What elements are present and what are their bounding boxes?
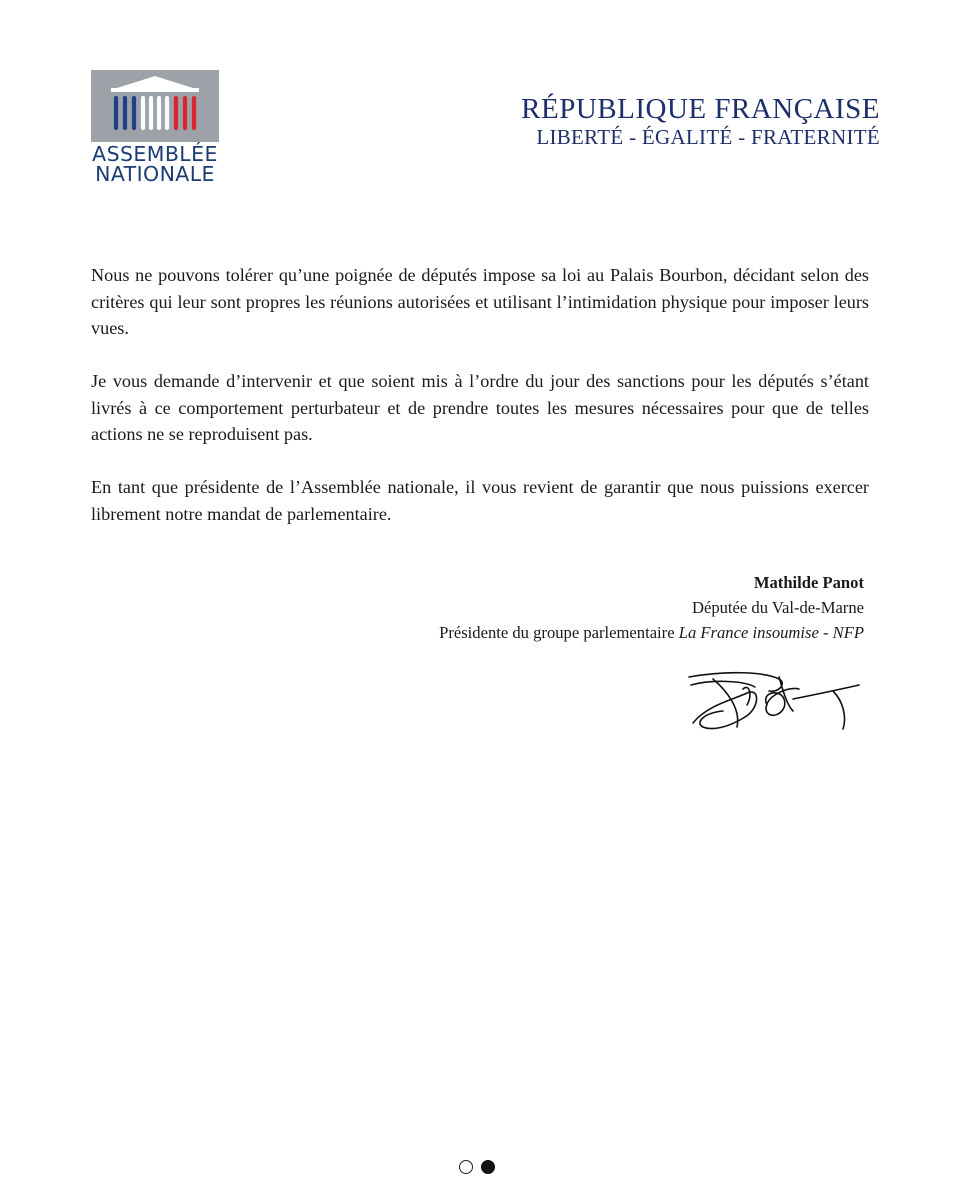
group-name: La France insoumise - NFP xyxy=(678,623,864,642)
group-prefix: Présidente du groupe parlementaire xyxy=(439,623,679,642)
handwritten-signature xyxy=(683,665,863,740)
signature-block xyxy=(439,570,864,645)
assemblee-nationale-logo xyxy=(91,70,219,184)
logo-line-nationale: NATIONALE xyxy=(95,162,215,186)
republic-motto: LIBERTÉ - ÉGALITÉ - FRATERNITÉ xyxy=(536,125,880,149)
page-indicator xyxy=(459,1160,495,1174)
letter-body xyxy=(91,262,869,554)
republic-title: RÉPUBLIQUE FRANÇAISE xyxy=(521,93,880,125)
signatory-role: Députée du Val-de-Marne xyxy=(691,598,864,617)
signatory-name: Mathilde Panot xyxy=(753,573,864,592)
paragraph-3: En tant que présidente de l’Assemblée nationale, il vous revient de garantir que nous puissions exercer librement notre mandat de parlementaire. xyxy=(91,477,869,524)
logo-wordmark xyxy=(91,144,219,184)
page-dot-2-active[interactable] xyxy=(481,1160,495,1174)
signatory-group xyxy=(439,620,864,645)
hemicycle-emblem-icon xyxy=(91,70,219,142)
paragraph-2: Je vous demande d’intervenir et que soient mis à l’ordre du jour des sanctions pour les députés s’étant livrés à ce comportement perturbateur et de prendre toutes les mesures nécessaires pour que de telles actions ne se reproduisent pas. xyxy=(91,371,869,444)
paragraph-1: Nous ne pouvons tolérer qu’une poignée de députés impose sa loi au Palais Bourbon, décidant selon des critères qui leur sont propres les réunions autorisées et utilisant l’intimidation physique pour imposer leurs vues. xyxy=(91,265,869,338)
logo-line-assemblee: ASSEMBLÉE xyxy=(92,142,218,166)
page-dot-1[interactable] xyxy=(459,1160,473,1174)
letterhead-republic xyxy=(521,93,880,149)
